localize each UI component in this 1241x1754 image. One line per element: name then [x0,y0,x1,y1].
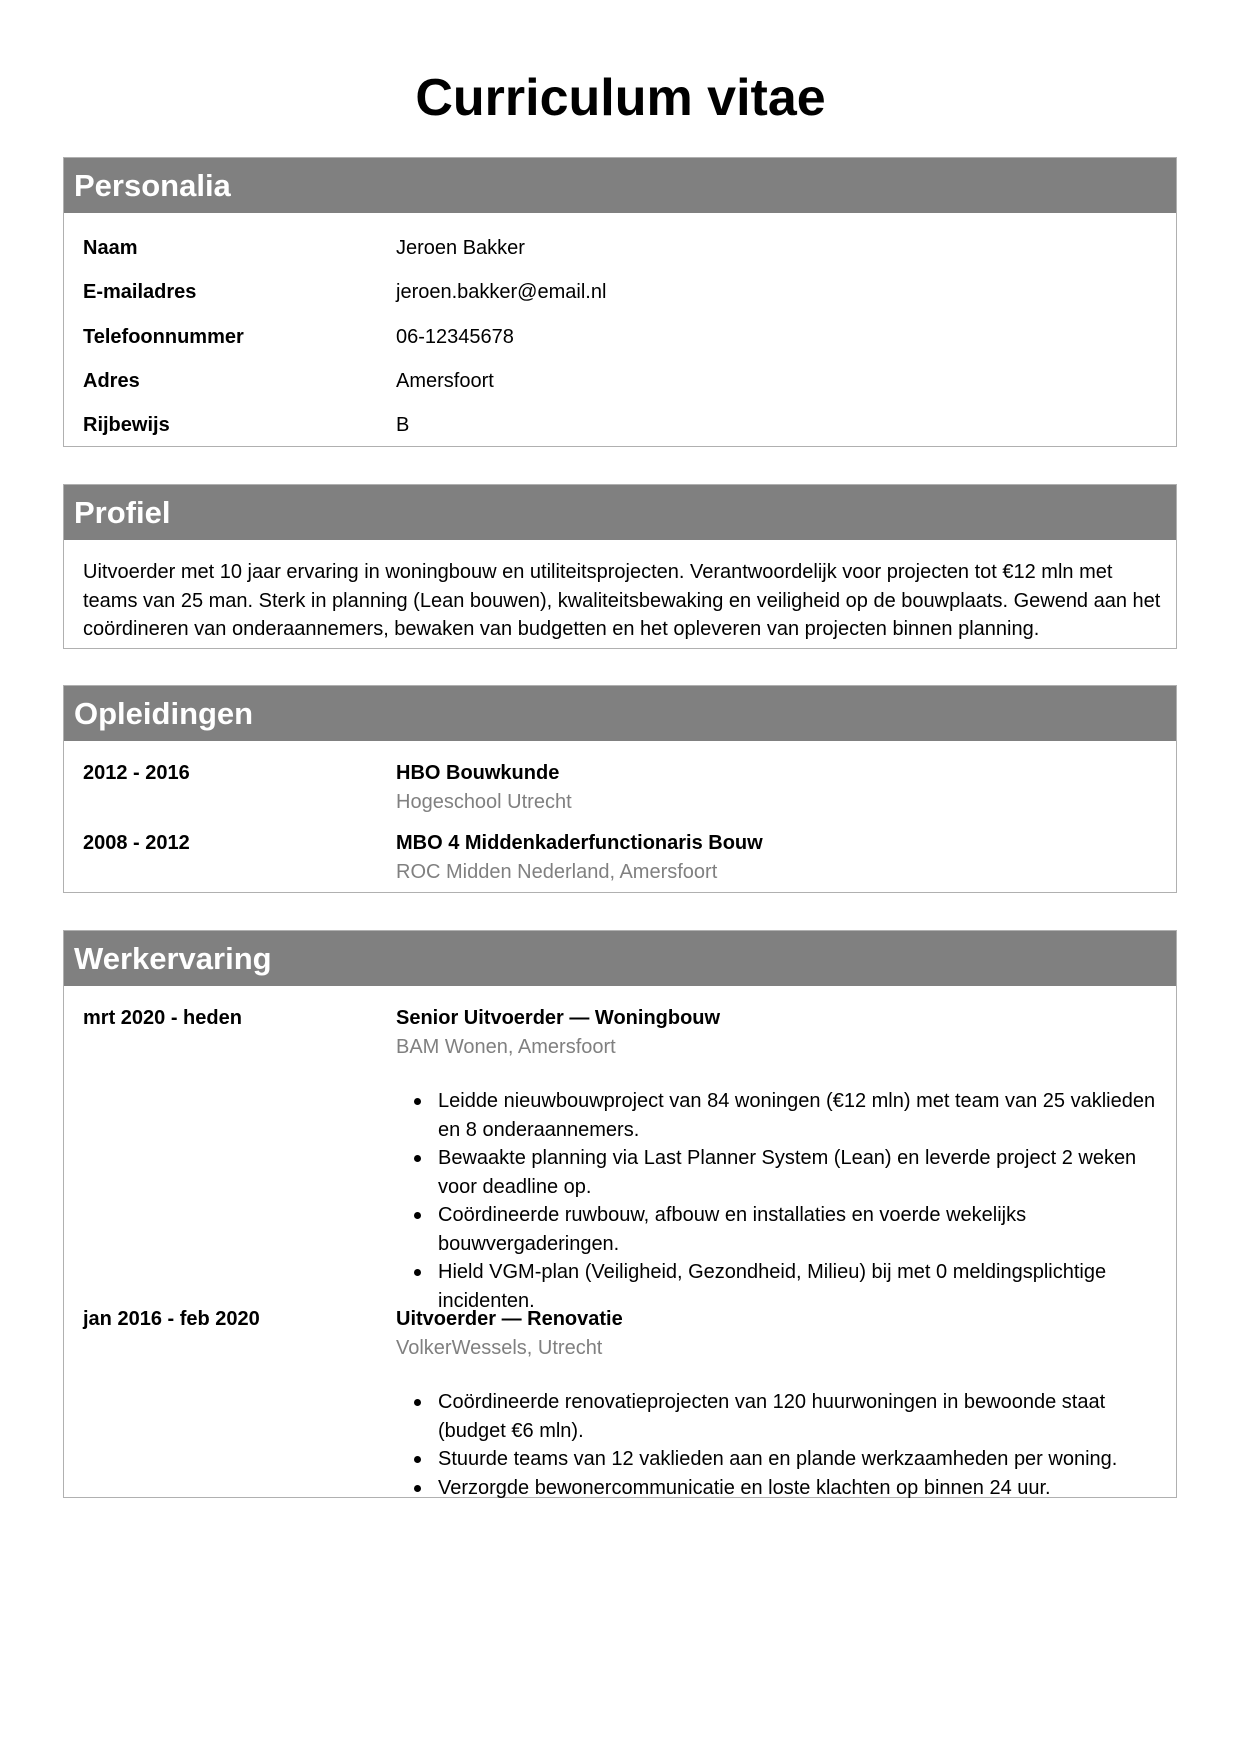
education-period: 2008 - 2012 [83,832,190,854]
section-personalia [63,157,1177,447]
achievement-item: Verzorgde bewonercommunicatie en loste klachten op binnen 24 uur. [438,1474,1156,1503]
personalia-value: Amersfoort [396,370,494,392]
work-achievements [396,1087,1156,1315]
work-company: BAM Wonen, Amersfoort [396,1036,616,1058]
achievement-item: Bewaakte planning via Last Planner System (Lean) en leverde project 2 weken voor deadline op. [438,1144,1156,1201]
personalia-label: Adres [83,370,140,392]
education-institution: Hogeschool Utrecht [396,791,572,813]
section-opleidingen [63,685,1177,893]
personalia-value: Jeroen Bakker [396,237,525,259]
work-company: VolkerWessels, Utrecht [396,1337,603,1359]
education-title: HBO Bouwkunde [396,762,560,784]
personalia-label: Naam [83,237,138,259]
section-heading-werkervaring: Werkervaring [64,931,1176,986]
work-period: mrt 2020 - heden [83,1007,242,1029]
work-achievements [396,1388,1156,1502]
achievement-item: Stuurde teams van 12 vaklieden aan en plande werkzaamheden per woning. [438,1445,1156,1474]
personalia-value: 06-12345678 [396,326,514,348]
personalia-value: jeroen.bakker@email.nl [396,281,607,303]
work-title: Uitvoerder — Renovatie [396,1308,623,1330]
achievement-item: Coördineerde ruwbouw, afbouw en installaties en voerde wekelijks bouwvergaderingen. [438,1201,1156,1258]
personalia-value: B [396,414,410,436]
section-heading-personalia: Personalia [64,158,1176,213]
education-period: 2012 - 2016 [83,762,190,784]
achievement-item: Leidde nieuwbouwproject van 84 woningen (€12 mln) met team van 25 vaklieden en 8 onderaannemers. [438,1087,1156,1144]
section-profiel [63,484,1177,649]
achievement-item: Hield VGM-plan (Veiligheid, Gezondheid, Milieu) bij met 0 meldingsplichtige incidenten. [438,1258,1156,1315]
section-heading-opleidingen: Opleidingen [64,686,1176,741]
document-title: Curriculum vitae [415,69,826,127]
education-title: MBO 4 Middenkaderfunctionaris Bouw [396,832,763,854]
education-institution: ROC Midden Nederland, Amersfoort [396,861,718,883]
personalia-label: Rijbewijs [83,414,170,436]
personalia-label: Telefoonnummer [83,326,244,348]
profile-summary: Uitvoerder met 10 jaar ervaring in woningbouw en utiliteitsprojecten. Verantwoordelijk voor projecten tot €12 mln met teams van 25 man. Sterk in planning (Lean bouwen), kwaliteitsbewaking en veiligheid op de bouwplaats. Gewend aan het coördineren van onderaannemers, bewaken van budgetten en het opleveren van projecten binnen planning. [83,561,1161,640]
section-heading-profiel: Profiel [64,485,1176,540]
achievement-item: Coördineerde renovatieprojecten van 120 huurwoningen in bewoonde staat (budget €6 mln). [438,1388,1156,1445]
work-period: jan 2016 - feb 2020 [83,1308,260,1330]
section-werkervaring [63,930,1177,1498]
work-title: Senior Uitvoerder — Woningbouw [396,1007,721,1029]
personalia-label: E-mailadres [83,281,197,303]
